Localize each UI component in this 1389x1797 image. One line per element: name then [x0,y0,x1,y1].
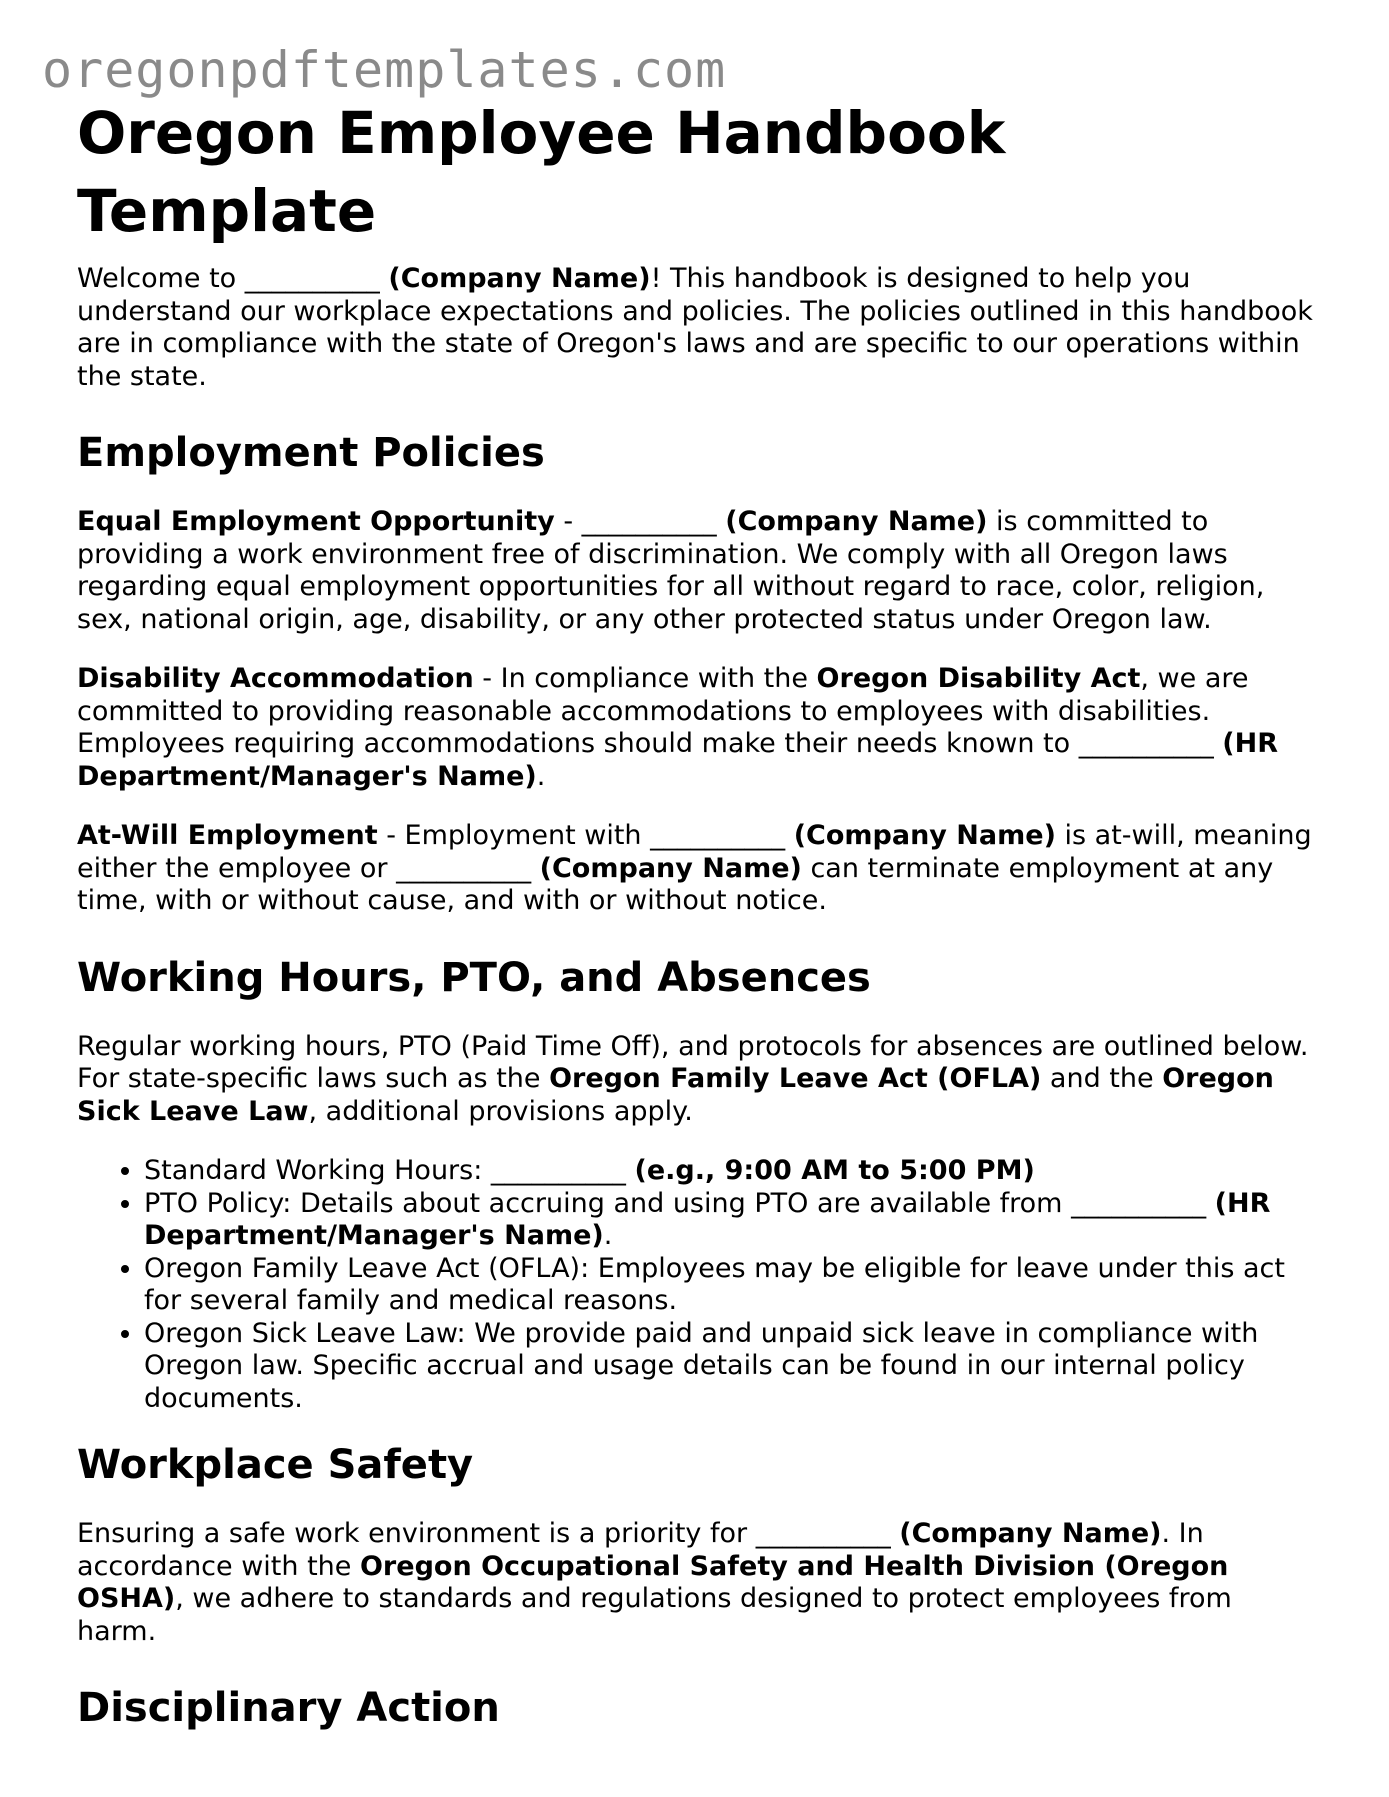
blank-field: __________ [396,852,532,884]
list-item-ofla: • Oregon Family Leave Act (OFLA): Employees may be eligible for leave under this act for several family and medical reasons. [144,1253,1317,1318]
blank-field: __________ [1078,728,1214,759]
page-title: Oregon Employee Handbook Template [77,99,1006,245]
section-heading-employment: Employment Policies [77,430,545,476]
disability-paragraph: Disability Accommodation - In compliance with the Oregon Disability Act, we are committed to providing reasonable accommodations to employees with disabilities. Employees requiring accommodations should make their needs known to __________ (HR Department/Manager's Name). [77,663,1279,792]
hours-intro-paragraph: Regular working hours, PTO (Paid Time Off), and protocols for absences are outlined below. For state-specific laws such as the Oregon Family Leave Act (OFLA) and the Oregon Sick Leave Law, additional provisions apply. [77,1030,1309,1127]
list-item-pto: • PTO Policy: Details about accruing and using PTO are available from __________ (HR Department/Manager's Name). [144,1188,1317,1253]
blank-field: __________ [755,1518,891,1549]
eeo-paragraph: Equal Employment Opportunity - __________ (Company Name) is committed to providing a work environment free of discrimination. We comply with all Oregon laws regarding equal employment opportunities for all without regard to race, color, religion, sex, national origin, age, disability, or any other protected status under Oregon law. [77,506,1265,635]
section-heading-disciplinary: Disciplinary Action [77,1685,500,1731]
list-item-standard-hours: • Standard Working Hours: __________ (e.g., 9:00 AM to 5:00 PM) [144,1155,1317,1188]
list-item-sick-leave: • Oregon Sick Leave Law: We provide paid and unpaid sick leave in compliance with Oregon law. Specific accrual and usage details can be found in our internal policy documents. [144,1318,1317,1416]
blank-field: __________ [650,820,786,851]
safety-paragraph: Ensuring a safe work environment is a priority for __________ (Company Name). In accordance with the Oregon Occupational Safety and Health Division (Oregon OSHA), we adhere to standards and regulations designed to protect employees from harm. [77,1518,1232,1647]
intro-paragraph: Welcome to __________ (Company Name)! This handbook is designed to help you understand our workplace expectations and policies. The policies outlined in this handbook are in compliance with the state of Oregon's laws and are specific to our operations within the state. [77,263,1313,392]
blank-field: __________ [1071,1187,1207,1219]
document-page [77,94,1317,1734]
blank-field: __________ [490,1155,626,1186]
section-heading-safety: Workplace Safety [77,1442,474,1488]
at-will-paragraph: At-Will Employment - Employment with __________ (Company Name) is at-will, meaning either the employee or __________ (Company Name) can terminate employment at any time, with or without cause, and with or without notice. [77,820,1312,916]
hours-list [77,1155,1317,1415]
watermark: oregonpdftemplates.com [42,41,727,99]
blank-field: __________ [244,263,380,294]
section-heading-hours: Working Hours, PTO, and Absences [77,954,871,1001]
blank-field: __________ [581,506,717,537]
